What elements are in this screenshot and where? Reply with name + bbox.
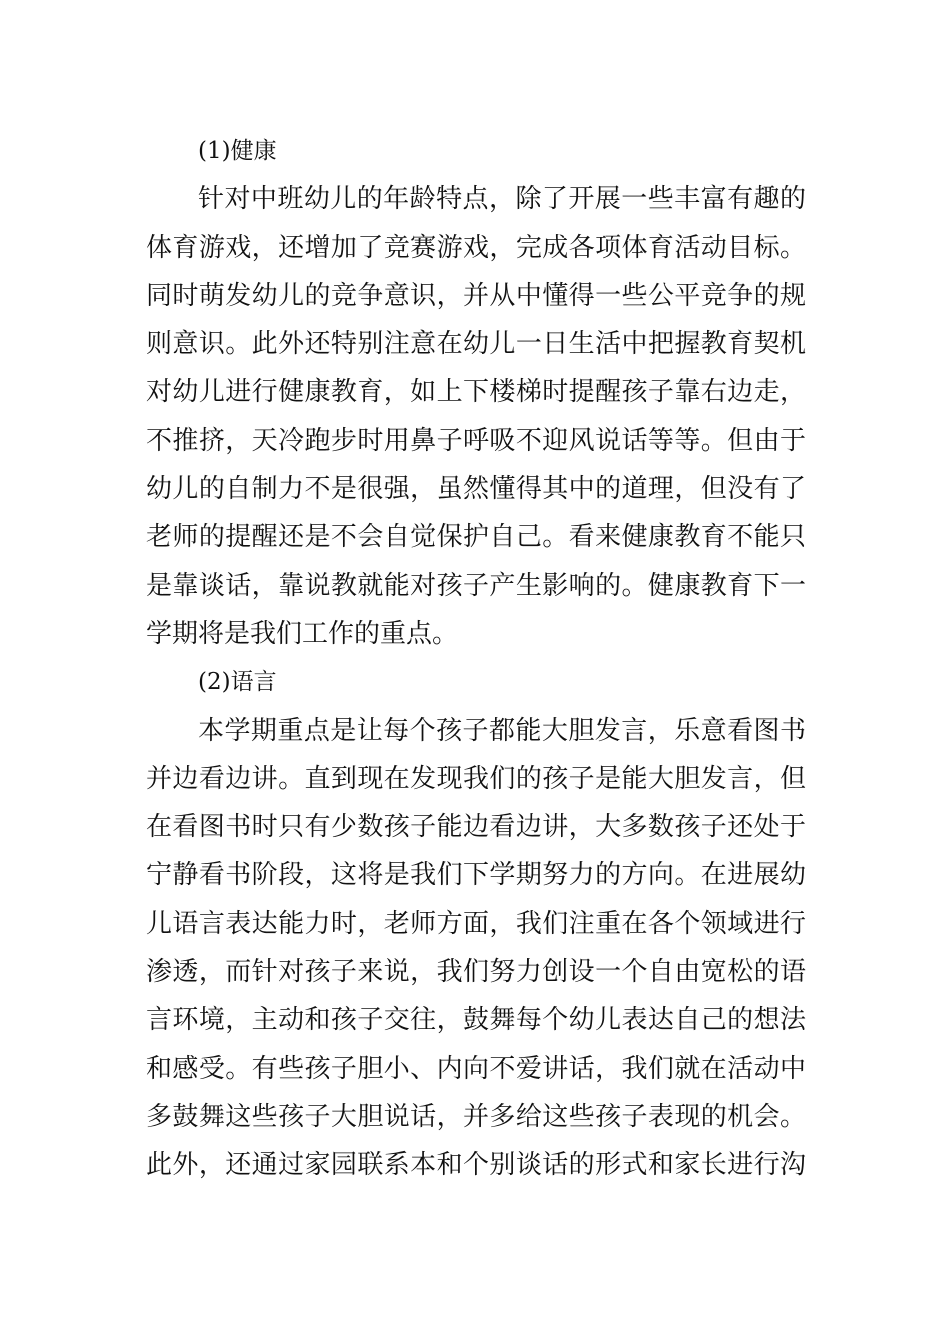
paragraph-line: 幼儿的自制力不是很强，虽然懂得其中的道理，但没有了 [146, 474, 806, 505]
paragraph-line: 多鼓舞这些孩子大胆说话，并多给这些孩子表现的机会。 [146, 1101, 806, 1132]
paragraph-line: 是靠谈话，靠说教就能对孩子产生影响的。健康教育下一 [146, 570, 806, 601]
paragraph-line: 和感受。有些孩子胆小、内向不爱讲话，我们就在活动中 [146, 1053, 806, 1084]
paragraph-line: 渗透，而针对孩子来说，我们努力创设一个自由宽松的语 [146, 957, 806, 988]
paragraph-line: 学期将是我们工作的重点。 [146, 618, 459, 649]
paragraph-line: 并边看边讲。直到现在发现我们的孩子是能大胆发言，但 [146, 763, 806, 794]
section-heading-health: (1)健康 [198, 138, 277, 164]
paragraph-line: 本学期重点是让每个孩子都能大胆发言，乐意看图书 [198, 715, 806, 746]
paragraph-line: 对幼儿进行健康教育，如上下楼梯时提醒孩子靠右边走， [146, 377, 806, 408]
paragraph-line: 儿语言表达能力时，老师方面，我们注重在各个领域进行 [146, 908, 806, 939]
paragraph-line: 宁静看书阶段，这将是我们下学期努力的方向。在进展幼 [146, 860, 806, 891]
section-heading-language: (2)语言 [198, 669, 277, 696]
paragraph-line: 不推挤，天冷跑步时用鼻子呼吸不迎风说话等等。但由于 [146, 425, 806, 456]
paragraph-line: 言环境，主动和孩子交往，鼓舞每个幼儿表达自己的想法 [146, 1005, 806, 1036]
paragraph-line: 同时萌发幼儿的竞争意识，并从中懂得一些公平竞争的规 [146, 280, 806, 311]
paragraph-line: 此外，还通过家园联系本和个别谈话的形式和家长进行沟 [146, 1150, 806, 1181]
paragraph-line: 老师的提醒还是不会自觉保护自己。看来健康教育不能只 [146, 522, 806, 553]
paragraph-line: 则意识。此外还特别注意在幼儿一日生活中把握教育契机 [146, 329, 806, 360]
paragraph-line: 体育游戏，还增加了竞赛游戏，完成各项体育活动目标。 [146, 232, 806, 263]
paragraph-line: 针对中班幼儿的年龄特点，除了开展一些丰富有趣的 [198, 184, 806, 215]
paragraph-line: 在看图书时只有少数孩子能边看边讲，大多数孩子还处于 [146, 812, 806, 843]
document-body [146, 127, 806, 1190]
